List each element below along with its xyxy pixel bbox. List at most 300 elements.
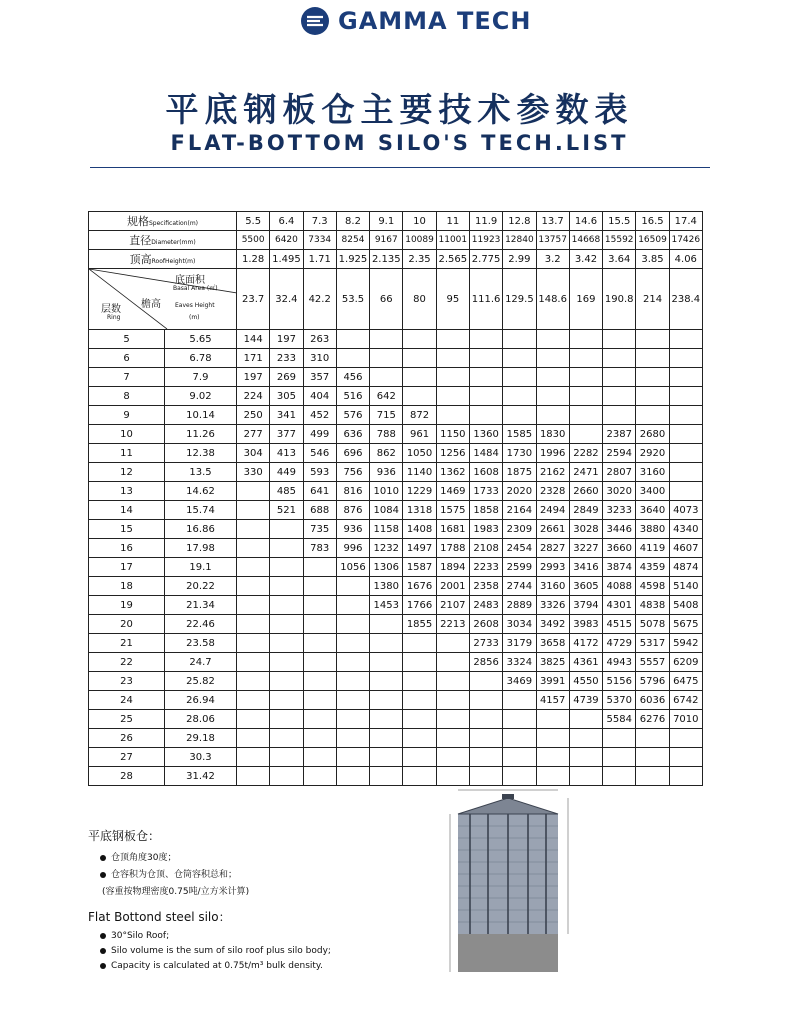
roof-height-value: 4.06 xyxy=(669,250,702,269)
notes-cn-item xyxy=(100,850,408,863)
spec-label-en: Specification(m) xyxy=(148,220,199,227)
capacity-cell: 4088 xyxy=(603,577,636,596)
ring-cell: 25 xyxy=(89,710,165,729)
basal-area-value: 238.4 xyxy=(669,269,702,330)
capacity-cell: 3469 xyxy=(503,672,536,691)
capacity-cell xyxy=(436,710,469,729)
roof-height-label-cn: 顶高 xyxy=(129,253,152,266)
capacity-cell xyxy=(303,748,336,767)
gamma-logo-icon xyxy=(300,6,330,36)
capacity-cell xyxy=(569,748,602,767)
capacity-cell: 1585 xyxy=(503,425,536,444)
roof-height-label xyxy=(89,250,237,269)
spec-value: 14.6 xyxy=(569,212,602,231)
basal-area-value: 214 xyxy=(636,269,669,330)
table-row xyxy=(89,710,703,729)
capacity-cell xyxy=(469,349,502,368)
capacity-cell: 1318 xyxy=(403,501,436,520)
spec-value: 16.5 xyxy=(636,212,669,231)
ring-cell: 26 xyxy=(89,729,165,748)
basal-area-row xyxy=(89,269,703,330)
spec-value: 15.5 xyxy=(603,212,636,231)
diameter-value: 5500 xyxy=(237,231,270,250)
capacity-cell xyxy=(636,729,669,748)
capacity-cell: 1875 xyxy=(503,463,536,482)
capacity-cell xyxy=(503,368,536,387)
spec-value: 6.4 xyxy=(270,212,303,231)
roof-height-value: 3.85 xyxy=(636,250,669,269)
ring-cell: 15 xyxy=(89,520,165,539)
eaves-height-cell: 10.14 xyxy=(165,406,237,425)
capacity-cell xyxy=(436,653,469,672)
eaves-height-cell: 7.9 xyxy=(165,368,237,387)
capacity-cell xyxy=(270,691,303,710)
notes-cn-item2: 仓容积为仓顶、仓筒容积总和； xyxy=(111,870,238,880)
capacity-cell: 2454 xyxy=(503,539,536,558)
notes-cn-heading: 平底钢板仓： xyxy=(88,829,161,843)
notes-chinese xyxy=(88,827,408,897)
capacity-cell xyxy=(503,387,536,406)
diameter-value: 17426 xyxy=(669,231,702,250)
capacity-cell xyxy=(569,710,602,729)
basal-area-value: 190.8 xyxy=(603,269,636,330)
eaves-height-cell: 14.62 xyxy=(165,482,237,501)
capacity-cell: 1766 xyxy=(403,596,436,615)
ring-cell: 14 xyxy=(89,501,165,520)
roof-height-label-en: RoofHeight(m) xyxy=(151,258,196,265)
capacity-cell xyxy=(370,748,403,767)
diameter-value: 11001 xyxy=(436,231,469,250)
capacity-cell xyxy=(469,691,502,710)
silo-foundation xyxy=(458,934,558,972)
diameter-value: 16509 xyxy=(636,231,669,250)
capacity-cell: 263 xyxy=(303,330,336,349)
ring-cell: 11 xyxy=(89,444,165,463)
capacity-cell: 2001 xyxy=(436,577,469,596)
capacity-cell: 936 xyxy=(370,463,403,482)
capacity-cell xyxy=(370,615,403,634)
roof-height-value: 2.775 xyxy=(469,250,502,269)
table-row xyxy=(89,615,703,634)
basal-area-value: 95 xyxy=(436,269,469,330)
capacity-cell: 1050 xyxy=(403,444,436,463)
table-row xyxy=(89,520,703,539)
bullet-icon xyxy=(100,963,106,969)
capacity-cell xyxy=(436,406,469,425)
capacity-cell xyxy=(569,406,602,425)
capacity-cell xyxy=(336,577,369,596)
capacity-cell xyxy=(669,349,702,368)
capacity-cell: 2744 xyxy=(503,577,536,596)
capacity-cell: 2920 xyxy=(636,444,669,463)
capacity-cell xyxy=(669,330,702,349)
eaves-height-unit: (m) xyxy=(189,314,200,321)
capacity-cell: 862 xyxy=(370,444,403,463)
capacity-cell: 2807 xyxy=(603,463,636,482)
roof-height-value: 2.565 xyxy=(436,250,469,269)
capacity-cell: 996 xyxy=(336,539,369,558)
silo-illustration xyxy=(430,784,590,974)
capacity-cell: 1730 xyxy=(503,444,536,463)
capacity-cell: 269 xyxy=(270,368,303,387)
capacity-cell xyxy=(469,330,502,349)
capacity-cell xyxy=(303,615,336,634)
capacity-cell: 5156 xyxy=(603,672,636,691)
capacity-cell xyxy=(536,368,569,387)
capacity-cell: 5796 xyxy=(636,672,669,691)
capacity-cell xyxy=(669,767,702,786)
bullet-icon xyxy=(100,872,106,878)
capacity-cell xyxy=(669,406,702,425)
capacity-cell xyxy=(336,767,369,786)
basal-area-value: 169 xyxy=(569,269,602,330)
table-row xyxy=(89,748,703,767)
capacity-cell: 4598 xyxy=(636,577,669,596)
table-row xyxy=(89,501,703,520)
capacity-cell: 2827 xyxy=(536,539,569,558)
capacity-cell: 936 xyxy=(336,520,369,539)
basal-area-value: 23.7 xyxy=(237,269,270,330)
capacity-cell: 5942 xyxy=(669,634,702,653)
capacity-cell: 4301 xyxy=(603,596,636,615)
capacity-cell xyxy=(603,387,636,406)
table-row xyxy=(89,691,703,710)
capacity-cell xyxy=(237,482,270,501)
capacity-cell xyxy=(403,729,436,748)
capacity-cell xyxy=(370,691,403,710)
capacity-cell xyxy=(469,767,502,786)
capacity-cell xyxy=(403,691,436,710)
capacity-cell: 4729 xyxy=(603,634,636,653)
capacity-cell xyxy=(237,729,270,748)
spec-value: 10 xyxy=(403,212,436,231)
capacity-cell xyxy=(403,330,436,349)
eaves-height-label-cn: 檐高 xyxy=(141,299,161,310)
capacity-cell xyxy=(270,520,303,539)
capacity-cell xyxy=(569,330,602,349)
capacity-cell: 1010 xyxy=(370,482,403,501)
ring-cell: 12 xyxy=(89,463,165,482)
capacity-cell xyxy=(536,406,569,425)
capacity-cell: 4607 xyxy=(669,539,702,558)
capacity-cell xyxy=(303,691,336,710)
basal-area-label-cn: 底面积 xyxy=(175,275,205,286)
capacity-cell xyxy=(503,330,536,349)
capacity-cell xyxy=(303,596,336,615)
ring-cell: 19 xyxy=(89,596,165,615)
capacity-cell: 2282 xyxy=(569,444,602,463)
capacity-cell xyxy=(669,368,702,387)
capacity-cell: 1380 xyxy=(370,577,403,596)
capacity-cell xyxy=(469,729,502,748)
capacity-cell: 1575 xyxy=(436,501,469,520)
capacity-cell: 6475 xyxy=(669,672,702,691)
capacity-cell: 3660 xyxy=(603,539,636,558)
ring-cell: 13 xyxy=(89,482,165,501)
diameter-value: 15592 xyxy=(603,231,636,250)
capacity-cell: 2993 xyxy=(536,558,569,577)
eaves-height-cell: 17.98 xyxy=(165,539,237,558)
capacity-cell xyxy=(436,748,469,767)
diameter-value: 14668 xyxy=(569,231,602,250)
capacity-cell: 1256 xyxy=(436,444,469,463)
eaves-height-cell: 22.46 xyxy=(165,615,237,634)
capacity-cell xyxy=(669,387,702,406)
capacity-cell: 2608 xyxy=(469,615,502,634)
capacity-cell xyxy=(569,368,602,387)
capacity-cell: 4550 xyxy=(569,672,602,691)
ring-cell: 24 xyxy=(89,691,165,710)
capacity-cell xyxy=(237,634,270,653)
capacity-cell xyxy=(636,748,669,767)
diameter-value: 6420 xyxy=(270,231,303,250)
eaves-height-cell: 26.94 xyxy=(165,691,237,710)
capacity-cell: 4073 xyxy=(669,501,702,520)
capacity-cell xyxy=(270,577,303,596)
capacity-cell xyxy=(503,767,536,786)
eaves-height-cell: 11.26 xyxy=(165,425,237,444)
spec-value: 11 xyxy=(436,212,469,231)
ring-cell: 9 xyxy=(89,406,165,425)
diameter-label-en: Diameter(mm) xyxy=(151,239,196,246)
capacity-cell: 144 xyxy=(237,330,270,349)
table-row xyxy=(89,577,703,596)
roof-height-value: 1.495 xyxy=(270,250,303,269)
capacity-cell: 1733 xyxy=(469,482,502,501)
bullet-icon xyxy=(100,948,106,954)
capacity-cell: 2020 xyxy=(503,482,536,501)
capacity-cell xyxy=(270,672,303,691)
capacity-cell: 2599 xyxy=(503,558,536,577)
ring-cell: 20 xyxy=(89,615,165,634)
capacity-cell xyxy=(469,672,502,691)
capacity-cell: 876 xyxy=(336,501,369,520)
capacity-cell xyxy=(636,406,669,425)
spec-value: 13.7 xyxy=(536,212,569,231)
capacity-cell xyxy=(370,767,403,786)
capacity-cell xyxy=(336,672,369,691)
capacity-cell: 2309 xyxy=(503,520,536,539)
capacity-cell xyxy=(436,330,469,349)
capacity-cell: 1587 xyxy=(403,558,436,577)
capacity-cell xyxy=(469,710,502,729)
capacity-cell xyxy=(303,577,336,596)
table-row xyxy=(89,444,703,463)
capacity-cell: 5557 xyxy=(636,653,669,672)
capacity-cell xyxy=(536,349,569,368)
spec-value: 5.5 xyxy=(237,212,270,231)
silo-roof-vent xyxy=(502,794,514,799)
capacity-cell: 872 xyxy=(403,406,436,425)
capacity-cell xyxy=(503,349,536,368)
capacity-cell: 357 xyxy=(303,368,336,387)
roof-height-value: 1.925 xyxy=(336,250,369,269)
ring-cell: 27 xyxy=(89,748,165,767)
capacity-cell: 4157 xyxy=(536,691,569,710)
title-divider xyxy=(90,167,710,168)
capacity-cell xyxy=(370,634,403,653)
capacity-cell: 1855 xyxy=(403,615,436,634)
capacity-cell xyxy=(536,710,569,729)
capacity-cell: 3160 xyxy=(536,577,569,596)
ring-cell: 16 xyxy=(89,539,165,558)
capacity-cell: 1232 xyxy=(370,539,403,558)
capacity-cell: 404 xyxy=(303,387,336,406)
capacity-cell: 2213 xyxy=(436,615,469,634)
page-title-en: FLAT-BOTTOM SILO'S TECH.LIST xyxy=(170,131,629,155)
roof-height-value: 3.2 xyxy=(536,250,569,269)
table-row xyxy=(89,349,703,368)
capacity-cell: 3492 xyxy=(536,615,569,634)
table-row xyxy=(89,558,703,577)
capacity-cell: 735 xyxy=(303,520,336,539)
capacity-cell xyxy=(336,710,369,729)
capacity-cell xyxy=(603,330,636,349)
capacity-cell: 304 xyxy=(237,444,270,463)
page-title-cn: 平底钢板仓主要技术参数表 xyxy=(165,90,634,129)
spec-value: 17.4 xyxy=(669,212,702,231)
capacity-cell xyxy=(303,710,336,729)
capacity-cell xyxy=(503,691,536,710)
brand-name: GAMMA TECH xyxy=(338,7,532,35)
capacity-cell xyxy=(237,615,270,634)
diameter-value: 11923 xyxy=(469,231,502,250)
capacity-cell: 4361 xyxy=(569,653,602,672)
notes-en-item2: Silo volume is the sum of silo roof plus silo body; xyxy=(111,946,331,956)
capacity-cell: 788 xyxy=(370,425,403,444)
capacity-cell: 1858 xyxy=(469,501,502,520)
capacity-cell: 3658 xyxy=(536,634,569,653)
capacity-cell xyxy=(336,748,369,767)
eaves-height-cell: 19.1 xyxy=(165,558,237,577)
capacity-cell: 3020 xyxy=(603,482,636,501)
capacity-cell xyxy=(370,672,403,691)
basal-area-value: 148.6 xyxy=(536,269,569,330)
capacity-cell xyxy=(237,672,270,691)
ring-cell: 18 xyxy=(89,577,165,596)
capacity-cell: 1497 xyxy=(403,539,436,558)
capacity-cell: 1229 xyxy=(403,482,436,501)
capacity-cell xyxy=(436,729,469,748)
capacity-cell xyxy=(603,767,636,786)
diameter-value: 12840 xyxy=(503,231,536,250)
capacity-cell xyxy=(403,368,436,387)
silo-roof xyxy=(458,798,558,814)
capacity-cell xyxy=(270,615,303,634)
capacity-cell xyxy=(436,634,469,653)
capacity-cell: 3179 xyxy=(503,634,536,653)
diagonal-header xyxy=(89,269,237,330)
capacity-cell: 5408 xyxy=(669,596,702,615)
brand-header xyxy=(0,4,799,38)
capacity-cell xyxy=(303,653,336,672)
ring-cell: 7 xyxy=(89,368,165,387)
capacity-cell xyxy=(636,368,669,387)
capacity-cell xyxy=(270,558,303,577)
capacity-cell xyxy=(403,653,436,672)
capacity-cell xyxy=(370,710,403,729)
diameter-value: 7334 xyxy=(303,231,336,250)
capacity-cell: 3326 xyxy=(536,596,569,615)
capacity-cell xyxy=(603,729,636,748)
capacity-cell xyxy=(403,710,436,729)
capacity-cell: 688 xyxy=(303,501,336,520)
table-row xyxy=(89,482,703,501)
capacity-cell: 1362 xyxy=(436,463,469,482)
capacity-cell: 1140 xyxy=(403,463,436,482)
capacity-cell xyxy=(536,330,569,349)
capacity-cell xyxy=(503,406,536,425)
capacity-cell: 413 xyxy=(270,444,303,463)
capacity-cell xyxy=(336,691,369,710)
capacity-cell: 6036 xyxy=(636,691,669,710)
capacity-cell: 2471 xyxy=(569,463,602,482)
capacity-cell xyxy=(636,387,669,406)
table-row xyxy=(89,463,703,482)
diameter-value: 8254 xyxy=(336,231,369,250)
ring-cell: 23 xyxy=(89,672,165,691)
capacity-cell xyxy=(237,691,270,710)
bullet-icon xyxy=(100,933,106,939)
capacity-cell: 696 xyxy=(336,444,369,463)
capacity-cell: 1158 xyxy=(370,520,403,539)
spec-row xyxy=(89,212,703,231)
ring-cell: 10 xyxy=(89,425,165,444)
capacity-cell xyxy=(336,615,369,634)
capacity-cell: 330 xyxy=(237,463,270,482)
roof-height-value: 2.135 xyxy=(370,250,403,269)
capacity-cell xyxy=(603,349,636,368)
capacity-cell xyxy=(569,729,602,748)
diameter-row xyxy=(89,231,703,250)
table-row xyxy=(89,406,703,425)
capacity-cell xyxy=(469,748,502,767)
capacity-cell: 5370 xyxy=(603,691,636,710)
capacity-cell: 7010 xyxy=(669,710,702,729)
capacity-cell: 1150 xyxy=(436,425,469,444)
ring-cell: 21 xyxy=(89,634,165,653)
notes-en-item xyxy=(100,946,428,956)
capacity-cell: 593 xyxy=(303,463,336,482)
roof-height-value: 1.71 xyxy=(303,250,336,269)
capacity-cell: 642 xyxy=(370,387,403,406)
eaves-height-cell: 24.7 xyxy=(165,653,237,672)
capacity-cell: 377 xyxy=(270,425,303,444)
eaves-height-cell: 23.58 xyxy=(165,634,237,653)
capacity-cell xyxy=(336,330,369,349)
capacity-cell xyxy=(436,368,469,387)
capacity-cell xyxy=(370,729,403,748)
capacity-cell xyxy=(436,672,469,691)
capacity-cell: 1453 xyxy=(370,596,403,615)
capacity-cell: 452 xyxy=(303,406,336,425)
capacity-cell xyxy=(436,691,469,710)
eaves-height-cell: 13.5 xyxy=(165,463,237,482)
capacity-cell: 1681 xyxy=(436,520,469,539)
capacity-cell xyxy=(336,596,369,615)
capacity-cell xyxy=(237,748,270,767)
capacity-cell: 2483 xyxy=(469,596,502,615)
basal-area-label-en: Basal Area (㎡) xyxy=(173,285,218,292)
capacity-cell: 4874 xyxy=(669,558,702,577)
capacity-cell xyxy=(403,672,436,691)
capacity-cell: 4359 xyxy=(636,558,669,577)
capacity-cell xyxy=(536,748,569,767)
capacity-cell xyxy=(270,634,303,653)
capacity-cell: 3880 xyxy=(636,520,669,539)
spec-value: 11.9 xyxy=(469,212,502,231)
capacity-cell: 4119 xyxy=(636,539,669,558)
